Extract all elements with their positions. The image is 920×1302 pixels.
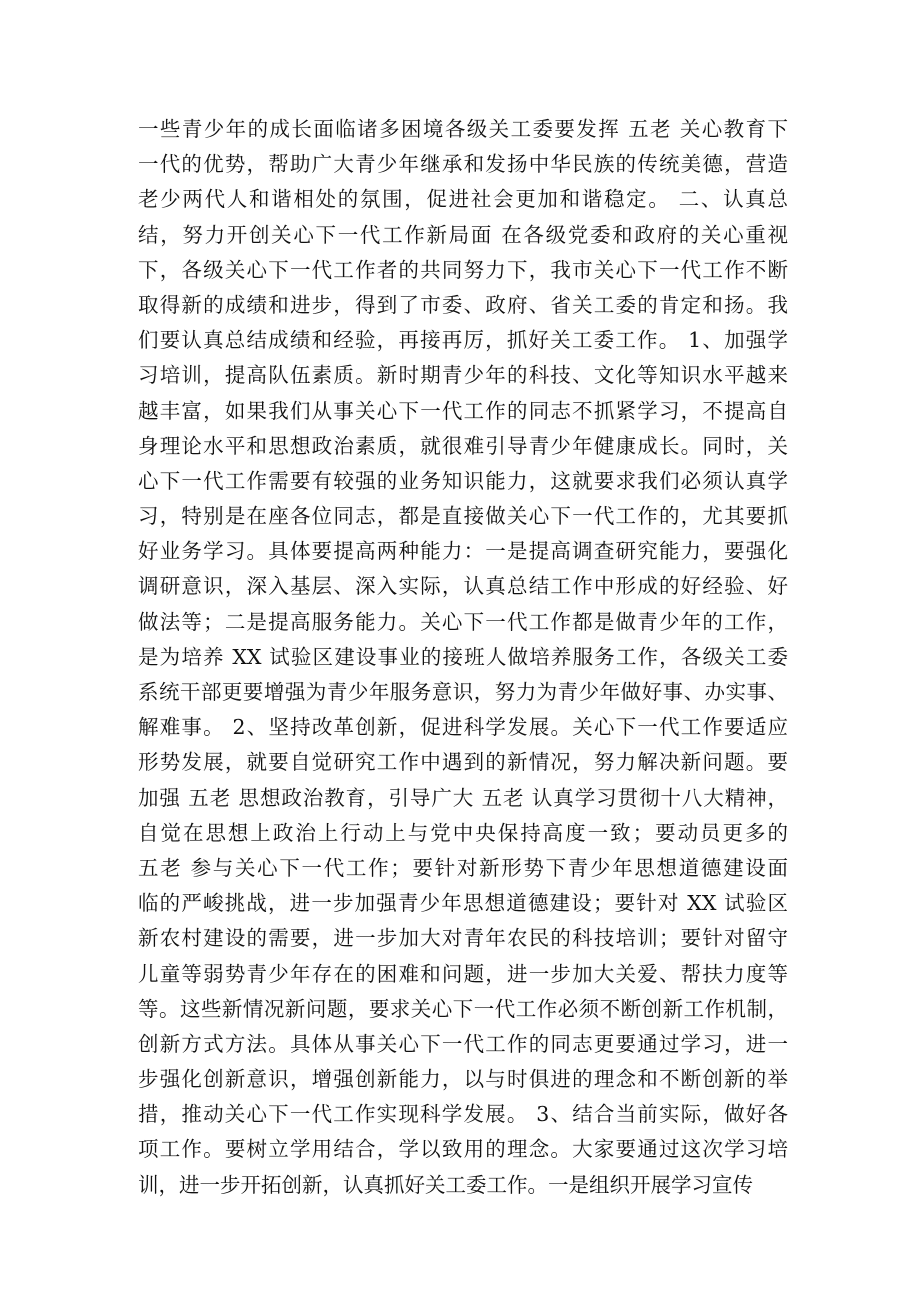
text-line: 调研意识，深入基层、深入实际，认真总结工作中形成的好经验、好 xyxy=(138,574,788,599)
text-line: 解难事。 2、坚持改革创新，促进科学发展。关心下一代工作要适应 xyxy=(138,715,788,740)
text-line: 自觉在思想上政治上行动上与党中央保持高度一致；要动员更多的 xyxy=(138,820,788,845)
text-line: 习，特别是在座各位同志，都是直接做关心下一代工作的，尤其要抓 xyxy=(138,504,788,529)
text-line: 创新方式方法。具体从事关心下一代工作的同志更要通过学习，进一 xyxy=(138,1031,788,1056)
text-line: 加强 五老 思想政治教育，引导广大 五老 认真学习贯彻十八大精神， xyxy=(138,785,788,810)
text-line: 措，推动关心下一代工作实现科学发展。 3、结合当前实际，做好各 xyxy=(138,1102,788,1127)
text-line: 儿童等弱势青少年存在的困难和问题，进一步加大关爱、帮扶力度等 xyxy=(138,961,788,986)
text-line: 取得新的成绩和进步，得到了市委、政府、省关工委的肯定和扬。我 xyxy=(138,292,788,317)
text-line: 习培训，提高队伍素质。新时期青少年的科技、文化等知识水平越来 xyxy=(138,363,788,388)
text-line: 下，各级关心下一代工作者的共同努力下，我市关心下一代工作不断 xyxy=(138,257,788,282)
text-line: 项工作。要树立学用结合，学以致用的理念。大家要通过这次学习培 xyxy=(138,1137,788,1162)
text-line: 临的严峻挑战，进一步加强青少年思想道德建设；要针对 XX 试验区 xyxy=(138,891,788,916)
text-line: 们要认真总结成绩和经验，再接再厉，抓好关工委工作。 1、加强学 xyxy=(138,328,788,353)
text-line: 系统干部更要增强为青少年服务意识，努力为青少年做好事、办实事、 xyxy=(138,680,788,704)
text-line: 一些青少年的成长面临诸多困境各级关工委要发挥 五老 关心教育下 xyxy=(138,117,788,141)
text-line: 老少两代人和谐相处的氛围，促进社会更加和谐稳定。 二、认真总 xyxy=(138,187,788,212)
text-line: 身理论水平和思想政治素质，就很难引导青少年健康成长。同时，关 xyxy=(138,433,788,458)
text-line: 训，进一步开拓创新，认真抓好关工委工作。一是组织开展学习宣传 xyxy=(138,1172,753,1197)
text-line: 步强化创新意识，增强创新能力，以与时俱进的理念和不断创新的举 xyxy=(138,1067,788,1092)
text-line: 五老 参与关心下一代工作；要针对新形势下青少年思想道德建设面 xyxy=(138,855,788,880)
text-line: 心下一代工作需要有较强的业务知识能力，这就要求我们必须认真学 xyxy=(138,468,788,493)
text-line: 做法等；二是提高服务能力。关心下一代工作都是做青少年的工作， xyxy=(138,609,788,634)
text-line: 好业务学习。具体要提高两种能力：一是提高调查研究能力，要强化 xyxy=(138,539,788,564)
text-line: 新农村建设的需要，进一步加大对青年农民的科技培训；要针对留守 xyxy=(138,926,788,951)
text-line: 结，努力开创关心下一代工作新局面 在各级党委和政府的关心重视 xyxy=(138,222,788,247)
body-text xyxy=(138,112,788,1203)
text-line: 越丰富，如果我们从事关心下一代工作的同志不抓紧学习，不提高自 xyxy=(138,398,788,423)
text-line: 一代的优势，帮助广大青少年继承和发扬中华民族的传统美德，营造 xyxy=(138,152,788,177)
text-line: 是为培养 XX 试验区建设事业的接班人做培养服务工作，各级关工委 xyxy=(138,644,788,669)
text-line: 等。这些新情况新问题，要求关心下一代工作必须不断创新工作机制， xyxy=(138,996,788,1021)
text-line: 形势发展，就要自觉研究工作中遇到的新情况，努力解决新问题。要 xyxy=(138,750,788,775)
